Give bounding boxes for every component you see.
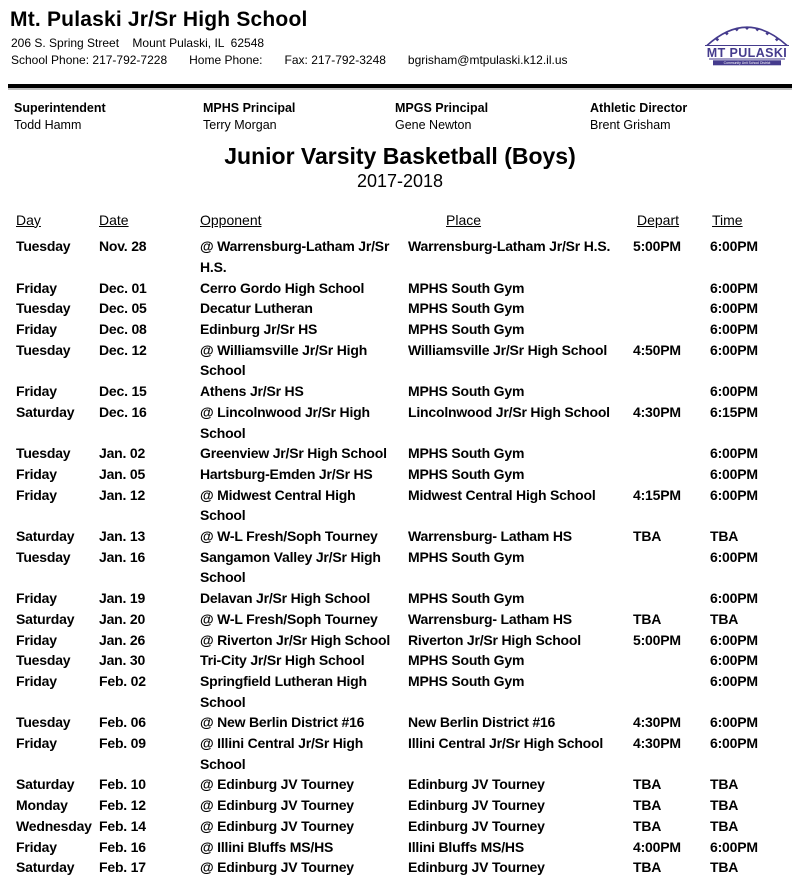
cell-day: Saturday xyxy=(16,526,99,547)
admin-title: MPHS Principal xyxy=(203,101,395,116)
cell-depart: 4:15PM xyxy=(633,485,710,526)
table-row xyxy=(16,816,792,837)
school-contact-line xyxy=(11,53,800,67)
cell-time: 6:00PM xyxy=(710,630,792,651)
cell-opponent: @ Edinburg JV Tourney xyxy=(200,795,408,816)
cell-time: 6:00PM xyxy=(710,278,792,299)
cell-date: Jan. 02 xyxy=(99,443,200,464)
cell-date: Dec. 05 xyxy=(99,298,200,319)
admin-title: Athletic Director xyxy=(590,101,800,116)
logo-banner-text: Community Unit School District xyxy=(724,61,771,65)
cell-place: MPHS South Gym xyxy=(408,464,633,485)
page-title: Junior Varsity Basketball (Boys) xyxy=(0,143,800,170)
cell-time: TBA xyxy=(710,609,792,630)
cell-depart xyxy=(633,278,710,299)
cell-time: 6:00PM xyxy=(710,381,792,402)
table-row xyxy=(16,381,792,402)
cell-date: Feb. 10 xyxy=(99,774,200,795)
table-row xyxy=(16,733,792,774)
table-row xyxy=(16,588,792,609)
cell-time: 6:00PM xyxy=(710,485,792,526)
cell-opponent: Hartsburg-Emden Jr/Sr HS xyxy=(200,464,408,485)
cell-depart: TBA xyxy=(633,795,710,816)
cell-day: Tuesday xyxy=(16,443,99,464)
cell-opponent: @ Warrensburg-Latham Jr/Sr H.S. xyxy=(200,236,408,277)
table-row xyxy=(16,630,792,651)
cell-day: Tuesday xyxy=(16,340,99,381)
cell-place: Illini Central Jr/Sr High School xyxy=(408,733,633,774)
logo-text: MT PULASKI xyxy=(707,46,787,60)
admin-name: Todd Hamm xyxy=(14,118,203,133)
cell-day: Tuesday xyxy=(16,712,99,733)
cell-place: MPHS South Gym xyxy=(408,319,633,340)
cell-time: 6:00PM xyxy=(710,588,792,609)
cell-depart xyxy=(633,319,710,340)
cell-date: Dec. 16 xyxy=(99,402,200,443)
cell-depart: 5:00PM xyxy=(633,236,710,277)
cell-date: Jan. 13 xyxy=(99,526,200,547)
cell-opponent: @ Edinburg JV Tourney xyxy=(200,774,408,795)
cell-opponent: @ Edinburg JV Tourney xyxy=(200,816,408,837)
cell-depart xyxy=(633,671,710,712)
logo-dome-arc xyxy=(707,27,787,45)
cell-opponent: @ W-L Fresh/Soph Tourney xyxy=(200,526,408,547)
table-row xyxy=(16,671,792,712)
cell-time: 6:00PM xyxy=(710,236,792,277)
cell-opponent: @ Riverton Jr/Sr High School xyxy=(200,630,408,651)
schedule-rows xyxy=(16,236,792,878)
cell-place: MPHS South Gym xyxy=(408,650,633,671)
cell-date: Feb. 14 xyxy=(99,816,200,837)
cell-opponent: @ Illini Central Jr/Sr High School xyxy=(200,733,408,774)
table-row xyxy=(16,485,792,526)
cell-opponent: @ Lincolnwood Jr/Sr High School xyxy=(200,402,408,443)
table-row xyxy=(16,340,792,381)
cell-opponent: Tri-City Jr/Sr High School xyxy=(200,650,408,671)
cell-day: Tuesday xyxy=(16,547,99,588)
cell-depart: 4:00PM xyxy=(633,837,710,858)
cell-depart: TBA xyxy=(633,816,710,837)
table-row xyxy=(16,857,792,878)
admin-mpgs-principal xyxy=(395,101,590,133)
table-row xyxy=(16,526,792,547)
table-row xyxy=(16,236,792,277)
cell-place: Warrensburg- Latham HS xyxy=(408,609,633,630)
cell-depart xyxy=(633,650,710,671)
cell-time: 6:00PM xyxy=(710,733,792,774)
cell-day: Saturday xyxy=(16,857,99,878)
home-phone-label: Home Phone: xyxy=(189,53,262,67)
cell-place: Edinburg JV Tourney xyxy=(408,816,633,837)
cell-date: Jan. 20 xyxy=(99,609,200,630)
cell-depart: TBA xyxy=(633,857,710,878)
cell-time: 6:00PM xyxy=(710,547,792,588)
cell-depart xyxy=(633,443,710,464)
column-header-opponent: Opponent xyxy=(200,210,408,231)
cell-depart: TBA xyxy=(633,609,710,630)
cell-depart: 4:30PM xyxy=(633,733,710,774)
school-logo xyxy=(703,18,791,66)
cell-place: MPHS South Gym xyxy=(408,443,633,464)
schedule-table xyxy=(0,210,800,878)
administration-row xyxy=(0,101,800,133)
cell-date: Feb. 17 xyxy=(99,857,200,878)
contact-email: bgrisham@mtpulaski.k12.il.us xyxy=(408,53,568,67)
cell-date: Feb. 09 xyxy=(99,733,200,774)
cell-date: Dec. 12 xyxy=(99,340,200,381)
cell-opponent: Delavan Jr/Sr High School xyxy=(200,588,408,609)
cell-opponent: Springfield Lutheran High School xyxy=(200,671,408,712)
table-row xyxy=(16,712,792,733)
cell-day: Friday xyxy=(16,319,99,340)
cell-day: Saturday xyxy=(16,402,99,443)
school-address: 206 S. Spring Street Mount Pulaski, IL 62548 xyxy=(11,36,800,50)
cell-time: TBA xyxy=(710,857,792,878)
table-row xyxy=(16,464,792,485)
cell-date: Jan. 12 xyxy=(99,485,200,526)
cell-time: 6:00PM xyxy=(710,443,792,464)
cell-place: MPHS South Gym xyxy=(408,278,633,299)
cell-depart xyxy=(633,298,710,319)
cell-date: Feb. 02 xyxy=(99,671,200,712)
cell-depart: TBA xyxy=(633,774,710,795)
cell-date: Jan. 19 xyxy=(99,588,200,609)
table-row xyxy=(16,278,792,299)
cell-place: Lincolnwood Jr/Sr High School xyxy=(408,402,633,443)
school-name: Mt. Pulaski Jr/Sr High School xyxy=(10,7,800,32)
cell-place: Warrensburg- Latham HS xyxy=(408,526,633,547)
cell-day: Monday xyxy=(16,795,99,816)
cell-depart: 4:50PM xyxy=(633,340,710,381)
cell-place: Edinburg JV Tourney xyxy=(408,857,633,878)
admin-name: Gene Newton xyxy=(395,118,590,133)
cell-time: TBA xyxy=(710,774,792,795)
table-row xyxy=(16,609,792,630)
cell-depart xyxy=(633,547,710,588)
cell-day: Friday xyxy=(16,733,99,774)
admin-title: MPGS Principal xyxy=(395,101,590,116)
cell-day: Friday xyxy=(16,588,99,609)
table-row xyxy=(16,650,792,671)
cell-opponent: Sangamon Valley Jr/Sr High School xyxy=(200,547,408,588)
cell-opponent: Decatur Lutheran xyxy=(200,298,408,319)
column-header-place: Place xyxy=(408,210,633,231)
cell-opponent: Cerro Gordo High School xyxy=(200,278,408,299)
cell-place: Warrensburg-Latham Jr/Sr H.S. xyxy=(408,236,633,277)
admin-name: Brent Grisham xyxy=(590,118,800,133)
logo-star-dots xyxy=(715,26,778,41)
cell-day: Tuesday xyxy=(16,650,99,671)
cell-place: MPHS South Gym xyxy=(408,381,633,402)
cell-time: 6:00PM xyxy=(710,464,792,485)
cell-date: Dec. 08 xyxy=(99,319,200,340)
cell-place: Edinburg JV Tourney xyxy=(408,774,633,795)
cell-opponent: @ Williamsville Jr/Sr High School xyxy=(200,340,408,381)
cell-place: New Berlin District #16 xyxy=(408,712,633,733)
fax-number: Fax: 217-792-3248 xyxy=(285,53,386,67)
cell-date: Jan. 30 xyxy=(99,650,200,671)
cell-opponent: Edinburg Jr/Sr HS xyxy=(200,319,408,340)
cell-day: Saturday xyxy=(16,774,99,795)
table-row xyxy=(16,319,792,340)
cell-opponent: @ New Berlin District #16 xyxy=(200,712,408,733)
column-header-depart: Depart xyxy=(633,210,710,231)
cell-place: MPHS South Gym xyxy=(408,298,633,319)
cell-time: TBA xyxy=(710,816,792,837)
cell-day: Friday xyxy=(16,464,99,485)
schedule-header-row xyxy=(16,210,792,231)
cell-time: 6:00PM xyxy=(710,712,792,733)
cell-time: TBA xyxy=(710,526,792,547)
cell-day: Friday xyxy=(16,485,99,526)
cell-date: Feb. 12 xyxy=(99,795,200,816)
cell-day: Tuesday xyxy=(16,298,99,319)
cell-time: 6:00PM xyxy=(710,650,792,671)
cell-time: 6:00PM xyxy=(710,340,792,381)
horizontal-divider xyxy=(8,84,792,88)
cell-day: Friday xyxy=(16,278,99,299)
table-row xyxy=(16,837,792,858)
cell-place: MPHS South Gym xyxy=(408,671,633,712)
cell-date: Nov. 28 xyxy=(99,236,200,277)
cell-opponent: Greenview Jr/Sr High School xyxy=(200,443,408,464)
cell-time: 6:00PM xyxy=(710,671,792,712)
cell-date: Dec. 15 xyxy=(99,381,200,402)
cell-opponent: @ W-L Fresh/Soph Tourney xyxy=(200,609,408,630)
cell-date: Feb. 06 xyxy=(99,712,200,733)
admin-superintendent xyxy=(14,101,203,133)
season-subtitle: 2017-2018 xyxy=(0,171,800,192)
cell-depart: 5:00PM xyxy=(633,630,710,651)
cell-time: 6:00PM xyxy=(710,298,792,319)
admin-athletic-director xyxy=(590,101,800,133)
column-header-day: Day xyxy=(16,210,99,231)
cell-day: Friday xyxy=(16,837,99,858)
cell-opponent: Athens Jr/Sr HS xyxy=(200,381,408,402)
cell-place: Edinburg JV Tourney xyxy=(408,795,633,816)
admin-mphs-principal xyxy=(203,101,395,133)
cell-day: Friday xyxy=(16,630,99,651)
cell-depart xyxy=(633,588,710,609)
column-header-date: Date xyxy=(99,210,200,231)
cell-depart: 4:30PM xyxy=(633,402,710,443)
cell-date: Jan. 16 xyxy=(99,547,200,588)
table-row xyxy=(16,774,792,795)
cell-depart: TBA xyxy=(633,526,710,547)
cell-place: Riverton Jr/Sr High School xyxy=(408,630,633,651)
cell-time: 6:00PM xyxy=(710,319,792,340)
table-row xyxy=(16,795,792,816)
cell-day: Friday xyxy=(16,381,99,402)
cell-place: MPHS South Gym xyxy=(408,588,633,609)
table-row xyxy=(16,298,792,319)
cell-day: Wednesday xyxy=(16,816,99,837)
table-row xyxy=(16,443,792,464)
cell-depart xyxy=(633,464,710,485)
table-row xyxy=(16,547,792,588)
cell-depart: 4:30PM xyxy=(633,712,710,733)
cell-time: 6:00PM xyxy=(710,837,792,858)
admin-title: Superintendent xyxy=(14,101,203,116)
cell-place: Illini Bluffs MS/HS xyxy=(408,837,633,858)
cell-time: TBA xyxy=(710,795,792,816)
cell-date: Feb. 16 xyxy=(99,837,200,858)
column-header-time: Time xyxy=(710,210,792,231)
cell-place: MPHS South Gym xyxy=(408,547,633,588)
cell-day: Tuesday xyxy=(16,236,99,277)
cell-date: Jan. 05 xyxy=(99,464,200,485)
cell-day: Friday xyxy=(16,671,99,712)
cell-place: Williamsville Jr/Sr High School xyxy=(408,340,633,381)
cell-date: Dec. 01 xyxy=(99,278,200,299)
cell-place: Midwest Central High School xyxy=(408,485,633,526)
schedule-document xyxy=(0,7,800,864)
cell-opponent: @ Midwest Central High School xyxy=(200,485,408,526)
cell-date: Jan. 26 xyxy=(99,630,200,651)
cell-opponent: @ Edinburg JV Tourney xyxy=(200,857,408,878)
admin-name: Terry Morgan xyxy=(203,118,395,133)
cell-time: 6:15PM xyxy=(710,402,792,443)
cell-depart xyxy=(633,381,710,402)
table-row xyxy=(16,402,792,443)
school-phone: School Phone: 217-792-7228 xyxy=(11,53,167,67)
cell-day: Saturday xyxy=(16,609,99,630)
cell-opponent: @ Illini Bluffs MS/HS xyxy=(200,837,408,858)
